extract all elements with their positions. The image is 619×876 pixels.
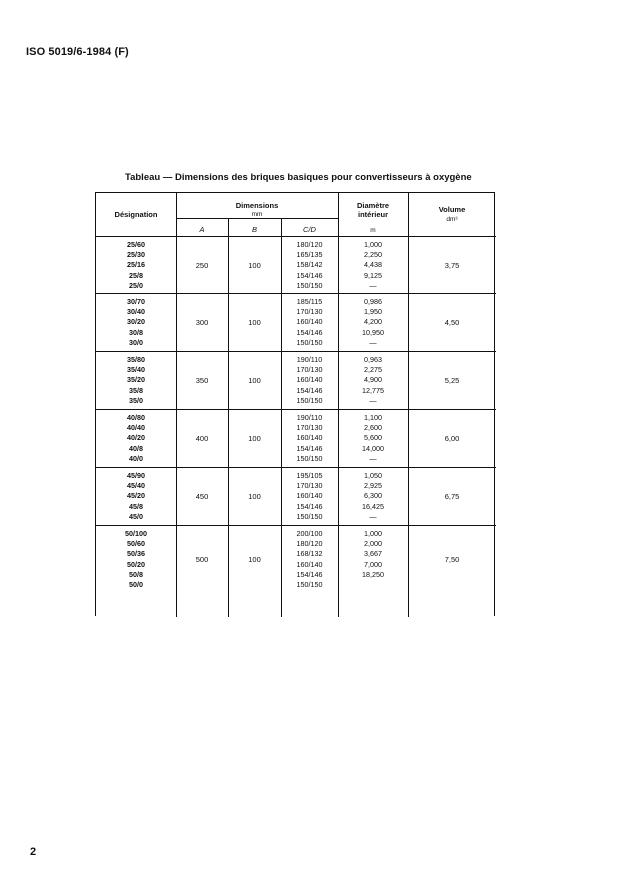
diameter-cell: —	[369, 453, 377, 463]
cd-cell: 168/132	[296, 549, 323, 559]
dimension-b-cell: 100	[248, 375, 261, 385]
designation-cell: 25/60	[127, 240, 145, 249]
standard-reference: ISO 5019/6-1984 (F)	[26, 46, 129, 58]
designation-cell: 40/40	[127, 423, 145, 433]
volume-cell: 6,00	[444, 433, 460, 443]
diameter-list	[338, 240, 408, 291]
dimension-a-cell: 400	[195, 433, 209, 443]
diameter-cell: 18,250	[362, 569, 384, 579]
cd-cell: 154/146	[296, 443, 323, 453]
designation-list	[96, 529, 176, 590]
designation-cell: 25/30	[127, 250, 145, 260]
designation-cell: 50/36	[127, 549, 145, 559]
cd-cell: 150/150	[296, 280, 323, 290]
cd-cell: 180/120	[296, 539, 323, 549]
diameter-cell: 4,438	[364, 260, 382, 270]
cd-cell: 150/150	[296, 579, 323, 589]
cd-cell: 170/130	[296, 307, 323, 317]
designation-cell: 35/20	[127, 375, 145, 385]
dimension-a-cell: 500	[195, 554, 209, 564]
volume-cell: 3,75	[444, 260, 460, 270]
designation-cell: 30/0	[129, 337, 143, 347]
designation-list	[96, 355, 176, 406]
diameter-cell: 3,667	[364, 549, 382, 559]
table-caption: Tableau — Dimensions des briques basiques pour convertisseurs à oxygène	[125, 172, 472, 183]
cd-cell: 154/146	[296, 569, 323, 579]
diameter-cell: —	[369, 337, 377, 347]
cd-cell: 170/130	[296, 423, 323, 433]
cd-list	[281, 297, 338, 348]
cd-cell: 170/130	[296, 365, 323, 375]
diameter-list	[338, 529, 408, 590]
diameter-cell	[338, 580, 408, 590]
dimension-b-cell: 100	[248, 317, 261, 327]
cd-cell: 195/105	[296, 471, 323, 480]
diameter-cell: 1,050	[364, 471, 382, 480]
designation-list	[96, 471, 176, 522]
dimension-a-cell: 300	[195, 317, 209, 327]
cd-cell: 160/140	[296, 375, 323, 385]
designation-cell: 40/8	[129, 443, 143, 453]
diameter-cell: 2,250	[364, 250, 382, 260]
designation-cell: 30/70	[127, 297, 145, 306]
cd-cell: 160/140	[296, 559, 323, 569]
cd-cell: 150/150	[296, 453, 323, 463]
diameter-cell: 9,125	[364, 270, 382, 280]
diameter-cell: 0,986	[364, 297, 382, 306]
cd-cell: 200/100	[296, 529, 323, 538]
designation-cell: 25/16	[127, 260, 145, 270]
dimension-b-cell: 100	[248, 554, 261, 564]
dimension-a-cell: 350	[195, 375, 209, 385]
header-col-cd: C/D	[303, 225, 316, 234]
diameter-cell: 7,000	[364, 559, 382, 569]
header-volume: Volume	[438, 205, 466, 214]
designation-list	[96, 240, 176, 291]
diameter-list	[338, 355, 408, 406]
designation-cell: 45/20	[127, 491, 145, 501]
designation-cell: 50/60	[127, 539, 145, 549]
designation-cell: 50/0	[129, 579, 143, 589]
cd-list	[281, 240, 338, 291]
designation-cell: 30/40	[127, 307, 145, 317]
designation-cell: 35/80	[127, 355, 145, 364]
designation-cell: 30/20	[127, 317, 145, 327]
cd-cell: 150/150	[296, 337, 323, 347]
diameter-cell: 1,100	[364, 413, 382, 422]
volume-cell: 4,50	[444, 317, 460, 327]
diameter-cell: 2,275	[364, 365, 382, 375]
designation-cell: 30/8	[129, 327, 143, 337]
header-col-a: A	[199, 225, 205, 234]
dimensions-table	[95, 192, 495, 616]
dimension-b-cell: 100	[248, 491, 261, 501]
volume-cell: 5,25	[444, 375, 460, 385]
cd-cell: 154/146	[296, 385, 323, 395]
cd-list	[281, 413, 338, 464]
diameter-cell: 5,600	[364, 433, 382, 443]
dimension-b-cell: 100	[248, 433, 261, 443]
page-number: 2	[30, 846, 37, 858]
designation-cell: 40/20	[127, 433, 145, 443]
diameter-cell: 4,900	[364, 375, 382, 385]
header-diameter: Diamètre	[356, 201, 390, 210]
diameter-cell: 2,000	[364, 539, 382, 549]
cd-cell: 185/115	[296, 297, 323, 306]
designation-cell: 25/0	[129, 280, 143, 290]
cd-cell: 170/130	[296, 481, 323, 491]
diameter-cell: 6,300	[364, 491, 382, 501]
cd-cell: 154/146	[296, 501, 323, 511]
designation-cell: 35/40	[127, 365, 145, 375]
cd-cell: 190/110	[296, 413, 323, 422]
diameter-cell: 1,000	[364, 240, 382, 249]
cd-cell: 150/150	[296, 395, 323, 405]
header-designation: Désignation	[114, 210, 158, 219]
volume-cell: 6,75	[444, 491, 460, 501]
designation-cell: 45/90	[127, 471, 145, 480]
designation-list	[96, 413, 176, 464]
cd-cell: 154/146	[296, 327, 323, 337]
designation-cell: 25/8	[129, 270, 143, 280]
volume-cell: 7,50	[444, 554, 460, 564]
designation-cell: 40/80	[127, 413, 145, 422]
designation-cell: 45/0	[129, 511, 143, 521]
designation-cell: 35/0	[129, 395, 143, 405]
diameter-cell: —	[369, 280, 377, 290]
diameter-cell: 1,950	[364, 307, 382, 317]
diameter-cell: 1,000	[364, 529, 382, 538]
cd-cell: 150/150	[296, 511, 323, 521]
header-volume-unit: dm³	[446, 216, 458, 223]
designation-cell: 50/8	[129, 569, 143, 579]
cd-cell: 160/140	[296, 317, 323, 327]
header-col-b: B	[251, 225, 257, 234]
cd-cell: 154/146	[296, 270, 323, 280]
diameter-cell: 2,600	[364, 423, 382, 433]
diameter-cell: —	[369, 511, 377, 521]
diameter-cell: 0,963	[364, 355, 382, 364]
diameter-cell: 2,925	[364, 481, 382, 491]
dimension-a-cell: 250	[195, 260, 209, 270]
diameter-cell: 12,775	[362, 385, 384, 395]
designation-cell: 35/8	[129, 385, 143, 395]
cd-cell: 180/120	[296, 240, 323, 249]
header-diameter-2: intérieur	[357, 210, 388, 219]
header-dimensions: Dimensions	[235, 201, 279, 210]
cd-list	[281, 471, 338, 522]
cd-cell: 158/142	[296, 260, 323, 270]
designation-list	[96, 297, 176, 348]
designation-cell: 45/40	[127, 481, 145, 491]
dimension-a-cell: 450	[195, 491, 209, 501]
designation-cell: 50/20	[127, 559, 145, 569]
cd-cell: 160/140	[296, 491, 323, 501]
header-diameter-unit: m	[370, 227, 376, 234]
cd-list	[281, 529, 338, 590]
diameter-cell: —	[369, 395, 377, 405]
designation-cell: 45/8	[129, 501, 143, 511]
header-dimensions-unit: mm	[251, 211, 263, 218]
diameter-cell: 10,950	[362, 327, 384, 337]
diameter-list	[338, 413, 408, 464]
designation-cell: 50/100	[125, 529, 147, 538]
diameter-cell: 16,425	[362, 501, 384, 511]
cd-cell: 165/135	[296, 250, 323, 260]
cd-list	[281, 355, 338, 406]
diameter-cell: 4,200	[364, 317, 382, 327]
diameter-list	[338, 297, 408, 348]
cd-cell: 160/140	[296, 433, 323, 443]
diameter-cell: 14,000	[362, 443, 384, 453]
diameter-list	[338, 471, 408, 522]
dimension-b-cell: 100	[248, 260, 261, 270]
cd-cell: 190/110	[296, 355, 323, 364]
designation-cell: 40/0	[129, 453, 143, 463]
